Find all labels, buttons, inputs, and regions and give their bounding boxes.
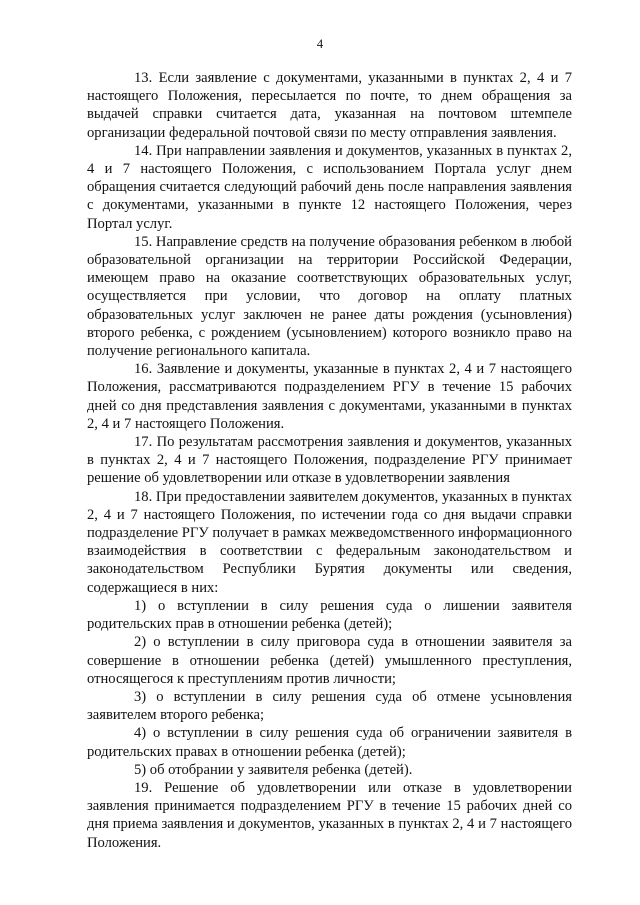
paragraph-13: 13. Если заявление с документами, указанными в пунктах 2, 4 и 7 настоящего Положения, пересылается по почте, то днем обращения за выдачей справки считается дата, указанная на почтовом штемпеле организации федеральной почтовой связи по месту отправления заявления.	[87, 70, 572, 141]
paragraph-14: 14. При направлении заявления и документов, указанных в пунктах 2, 4 и 7 настоящего Положения, с использованием Портала услуг днем обращения считается следующий рабочий день после направления заявления с документами, указанными в пункте 12 настоящего Положения, через Портал услуг.	[87, 142, 572, 232]
list-item-3: 3) о вступлении в силу решения суда об отмене усыновления заявителем второго ребенка;	[87, 688, 572, 724]
list-item-4: 4) о вступлении в силу решения суда об ограничении заявителя в родительских правах в отношении ребенка (детей);	[87, 725, 572, 760]
list-item-2: 2) о вступлении в силу приговора суда в отношении заявителя за совершение в отношении ребенка (детей) умышленного преступления, относящегося к преступлениям против личности;	[87, 634, 572, 687]
paragraph-17: 17. По результатам рассмотрения заявления и документов, указанных в пунктах 2, 4 и 7 настоящего Положения, подразделение РГУ принимает решение об удовлетворении или отказе в удовлетворении заявления	[87, 434, 572, 487]
paragraph-18: 18. При предоставлении заявителем документов, указанных в пунктах 2, 4 и 7 настоящего Положения, по истечении года со дня выдачи справки подразделение РГУ получает в рамках межведомственного информационного взаимодействия в соответствии с федеральным законодательством и законодательством Республики Бурятия документы или сведения, содержащиеся в них:	[87, 488, 572, 596]
list-item-5: 5) об отобрании у заявителя ребенка (детей).	[134, 761, 413, 778]
paragraph-15: 15. Направление средств на получение образования ребенком в любой образовательной организации на территории Российской Федерации, имеющем право на оказание соответствующих образовательных услуг, осуществляется при условии, что договор на оплату платных образовательных услуг заключен не ранее даты рождения (усыновления) второго ребенка, с рождением (усыновлением) которого возникло право на получение регионального капитала.	[87, 233, 572, 360]
list-item-1: 1) о вступлении в силу решения суда о лишении заявителя родительских прав в отношении ребенка (детей);	[87, 597, 572, 633]
paragraph-16: 16. Заявление и документы, указанные в пунктах 2, 4 и 7 настоящего Положения, рассматриваются подразделением РГУ в течение 15 рабочих дней со дня представления заявления с документами, указанными в пунктах 2, 4 и 7 настоящего Положения.	[87, 361, 572, 432]
page-number: 4	[316, 37, 324, 51]
paragraph-19: 19. Решение об удовлетворении или отказе в удовлетворении заявления принимается подразделением РГУ в течение 15 рабочих дней со дня приема заявления и документов, указанных в пунктах 2, 4 и 7 настоящего Положения.	[87, 779, 572, 851]
document-body	[87, 69, 572, 852]
